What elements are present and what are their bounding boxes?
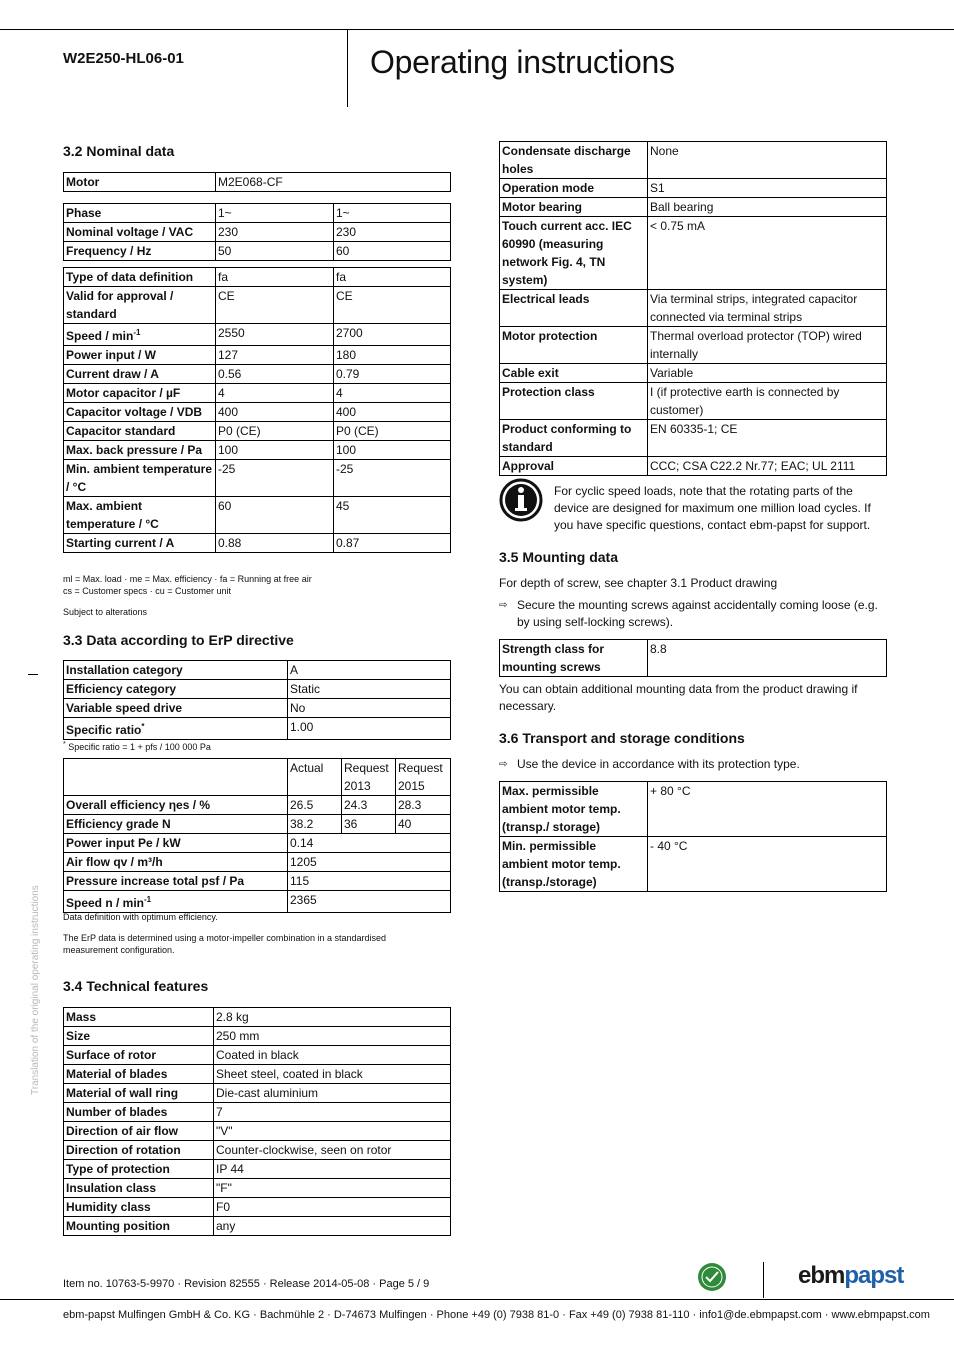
- table-value: fa: [216, 268, 334, 287]
- table-key: Speed / $\min^{-1}$: [64, 324, 216, 346]
- section-heading-transport: 3.6 Transport and storage conditions: [499, 730, 745, 746]
- table-value: 4: [334, 384, 451, 403]
- table-row: [64, 699, 451, 718]
- info-icon: [499, 478, 543, 522]
- table-value: 100: [334, 441, 451, 460]
- table-key: Max. permissible ambient motor temp. (transp./ storage): [500, 782, 648, 837]
- table-key: Starting current / A: [64, 534, 216, 553]
- table-value: 1~: [216, 204, 334, 223]
- table-value: 0.56: [216, 365, 334, 384]
- table-key: Type of protection: [64, 1160, 214, 1179]
- table-row: [500, 837, 887, 892]
- table-row: [64, 796, 451, 815]
- table-key: Protection class: [500, 383, 648, 420]
- asterisk: *: [141, 722, 145, 731]
- mounting-paragraph-2: You can obtain additional mounting data from the product drawing if necessary.: [499, 682, 858, 713]
- table-row: [64, 718, 451, 740]
- table-row: [64, 853, 451, 872]
- table-value: Via terminal strips, integrated capacitor connected via terminal strips: [648, 290, 887, 327]
- table-key: Specific ratio*: [64, 718, 288, 740]
- table-key: Number of blades: [64, 1103, 214, 1122]
- table-key: Motor protection: [500, 327, 648, 364]
- table-key: Strength class for mounting screws: [500, 640, 648, 677]
- side-translation-note: Translation of the original operating instructions: [30, 885, 41, 1095]
- table-value: Ball bearing: [648, 198, 887, 217]
- table-value: 1205: [288, 853, 451, 872]
- table-row: [64, 242, 451, 261]
- table-value: 2365: [288, 891, 451, 913]
- table-row: [64, 173, 451, 192]
- table-row: [64, 1103, 451, 1122]
- table-key: Power input / W: [64, 346, 216, 365]
- table-row: [64, 223, 451, 242]
- table-row: [64, 1160, 451, 1179]
- table-value: 127: [216, 346, 334, 365]
- table-value: IP 44: [214, 1160, 451, 1179]
- table-value: No: [288, 699, 451, 718]
- nominal-table-b: [63, 267, 451, 553]
- table-key: Motor capacitor / µF: [64, 384, 216, 403]
- table-row: [64, 1084, 451, 1103]
- table-value: 24.3: [342, 796, 396, 815]
- nominal-note-2: cs = Customer specs · cu = Customer unit: [63, 586, 232, 596]
- table-value: 36: [342, 815, 396, 834]
- table-key: Pressure increase total psf / Pa: [64, 872, 288, 891]
- table-value: 1.00: [288, 718, 451, 740]
- table-value: - 40 °C: [648, 837, 887, 892]
- table-value: -25: [334, 460, 451, 497]
- table-key: Max. ambient temperature / °C: [64, 497, 216, 534]
- section-heading-mounting-data: 3.5 Mounting data: [499, 549, 618, 565]
- table-key: Efficiency category: [64, 680, 288, 699]
- table-row: [64, 534, 451, 553]
- table-header: Actual: [288, 759, 342, 796]
- table-value: "V": [214, 1122, 451, 1141]
- table-value: 60: [216, 497, 334, 534]
- table-key: Min. ambient temperature / °C: [64, 460, 216, 497]
- table-row: [500, 179, 887, 198]
- table-row: [500, 364, 887, 383]
- page-title: Operating instructions: [370, 44, 675, 80]
- table-row: [500, 640, 887, 677]
- table-value: Variable: [648, 364, 887, 383]
- right-features-table: [499, 141, 887, 476]
- table-row: [64, 661, 451, 680]
- table-row: [64, 497, 451, 534]
- table-value: 40: [396, 815, 451, 834]
- table-row: [64, 834, 451, 853]
- table-row: [64, 1217, 451, 1236]
- table-value: 0.14: [288, 834, 451, 853]
- table-value: 26.5: [288, 796, 342, 815]
- table-key: Humidity class: [64, 1198, 214, 1217]
- unit-superscript: -1: [133, 328, 141, 337]
- info-text: For cyclic speed loads, note that the rotating parts of the device are designed for maximum one million load cycles. If you have specific questions, contact ebm-papst for support.: [554, 484, 871, 532]
- table-key: Product conforming to standard: [500, 420, 648, 457]
- table-header-row: [64, 759, 451, 796]
- table-value: Thermal overload protector (TOP) wired internally: [648, 327, 887, 364]
- header-divider: [347, 29, 348, 107]
- footer-rule: [0, 1299, 954, 1300]
- table-row: [500, 198, 887, 217]
- specific-ratio-note: [63, 739, 211, 753]
- table-key: Touch current acc. IEC 60990 (measuring network Fig. 4, TN system): [500, 217, 648, 290]
- table-value: I (if protective earth is connected by customer): [648, 383, 887, 420]
- footer-item-info: Item no. 10763-5-9970 · Revision 82555 · Release 2014-05-08 · Page 5 / 9: [63, 1278, 430, 1290]
- table-value: 2700: [334, 324, 451, 346]
- table-value: any: [214, 1217, 451, 1236]
- table-key: Current draw / A: [64, 365, 216, 384]
- table-header-blank: [64, 759, 288, 796]
- transport-bullet: [499, 756, 889, 773]
- table-key: Air flow qv / m³/h: [64, 853, 288, 872]
- table-value: 45: [334, 497, 451, 534]
- table-key: Direction of air flow: [64, 1122, 214, 1141]
- table-value: 2.8 kg: [214, 1008, 451, 1027]
- table-value: EN 60335-1; CE: [648, 420, 887, 457]
- table-value: 180: [334, 346, 451, 365]
- mounting-paragraph-1: For depth of screw, see chapter 3.1 Product drawing: [499, 576, 778, 590]
- efficiency-table: [63, 758, 451, 913]
- table-key: Motor: [64, 173, 216, 192]
- table-key: Max. back pressure / Pa: [64, 441, 216, 460]
- mounting-bullet-text: Secure the mounting screws against accidentally coming loose (e.g. by using self-locking screws).: [517, 598, 878, 629]
- footer-address: ebm-papst Mulfingen GmbH & Co. KG · Bachmühle 2 · D-74673 Mulfingen · Phone +49 (0) 7938 81-0 · Fax +49 (0) 7938 81-110 · info1@de.ebmpapst.com · www.ebmpapst.com: [63, 1309, 930, 1321]
- table-header: Request 2015: [396, 759, 451, 796]
- table-value: "F": [214, 1179, 451, 1198]
- table-header: Request 2013: [342, 759, 396, 796]
- transport-table: [499, 781, 887, 892]
- erp-table: [63, 660, 451, 740]
- motor-table: [63, 172, 451, 192]
- table-value: fa: [334, 268, 451, 287]
- table-key: Speed n / $\min^{-1}$: [64, 891, 288, 913]
- table-row: [64, 346, 451, 365]
- table-key: Electrical leads: [500, 290, 648, 327]
- table-key: Size: [64, 1027, 214, 1046]
- section-heading-erp: 3.3 Data according to ErP directive: [63, 632, 294, 648]
- logo-part-ebm: ebm: [798, 1262, 845, 1289]
- table-row: [500, 383, 887, 420]
- table-value: F0: [214, 1198, 451, 1217]
- nominal-note-1: ml = Max. load · me = Max. efficiency · fa = Running at free air: [63, 574, 312, 584]
- table-row: [64, 324, 451, 346]
- table-key: Overall efficiency ηes / %: [64, 796, 288, 815]
- logo-part-papst: papst: [844, 1262, 904, 1289]
- table-value: S1: [648, 179, 887, 198]
- table-row: [64, 422, 451, 441]
- table-value: P0 (CE): [334, 422, 451, 441]
- table-key: Valid for approval / standard: [64, 287, 216, 324]
- table-row: [64, 441, 451, 460]
- table-key: Variable speed drive: [64, 699, 288, 718]
- table-row: [64, 1198, 451, 1217]
- table-key: Direction of rotation: [64, 1141, 214, 1160]
- table-value: 8.8: [648, 640, 887, 677]
- technical-features-table: [63, 1007, 451, 1236]
- ratio-note-text: Specific ratio = 1 + pfs / 100 000 Pa: [68, 742, 211, 752]
- green-tech-badge-icon: [697, 1262, 727, 1292]
- header-top-rule: [0, 29, 954, 30]
- table-key: Material of blades: [64, 1065, 214, 1084]
- table-value: CCC; CSA C22.2 Nr.77; EAC; UL 2111: [648, 457, 887, 476]
- mounting-bullet: [499, 597, 889, 631]
- arrow-right-icon: ⇨: [499, 600, 508, 611]
- asterisk: *: [63, 741, 66, 748]
- table-row: [64, 1027, 451, 1046]
- table-value: 7: [214, 1103, 451, 1122]
- table-value: < 0.75 mA: [648, 217, 887, 290]
- table-key: Frequency / Hz: [64, 242, 216, 261]
- table-value: Die-cast aluminium: [214, 1084, 451, 1103]
- table-value: 230: [216, 223, 334, 242]
- table-row: [64, 287, 451, 324]
- table-row: [64, 403, 451, 422]
- erp-note-1: Data definition with optimum efficiency.: [63, 912, 218, 922]
- table-value: Sheet steel, coated in black: [214, 1065, 451, 1084]
- table-row: [500, 217, 887, 290]
- nominal-table-a: [63, 203, 451, 261]
- table-value: 0.87: [334, 534, 451, 553]
- table-key: Material of wall ring: [64, 1084, 214, 1103]
- table-value: CE: [216, 287, 334, 324]
- table-key: Mass: [64, 1008, 214, 1027]
- table-row: [64, 1065, 451, 1084]
- table-row: [500, 327, 887, 364]
- arrow-right-icon: ⇨: [499, 759, 508, 770]
- model-number: W2E250-HL06-01: [63, 50, 184, 67]
- table-row: [64, 268, 451, 287]
- table-value: 60: [334, 242, 451, 261]
- table-row: [64, 1122, 451, 1141]
- transport-bullet-text: Use the device in accordance with its protection type.: [517, 757, 800, 771]
- table-row: [64, 1179, 451, 1198]
- erp-note-2: The ErP data is determined using a motor-impeller combination in a standardised measurement configuration.: [63, 933, 387, 955]
- table-key: Installation category: [64, 661, 288, 680]
- table-key: Motor bearing: [500, 198, 648, 217]
- nominal-note-3: Subject to alterations: [63, 607, 148, 617]
- table-row: [64, 680, 451, 699]
- table-value: -25: [216, 460, 334, 497]
- table-value: 1~: [334, 204, 451, 223]
- table-row: [64, 204, 451, 223]
- table-value: 230: [334, 223, 451, 242]
- section-heading-technical-features: 3.4 Technical features: [63, 978, 209, 994]
- table-key: Surface of rotor: [64, 1046, 214, 1065]
- table-key: Operation mode: [500, 179, 648, 198]
- table-row: [64, 815, 451, 834]
- table-value: 2550: [216, 324, 334, 346]
- table-value: 400: [216, 403, 334, 422]
- table-value: 28.3: [396, 796, 451, 815]
- table-value: Counter-clockwise, seen on rotor: [214, 1141, 451, 1160]
- table-value: 0.88: [216, 534, 334, 553]
- table-key: Approval: [500, 457, 648, 476]
- table-row: [64, 891, 451, 913]
- ebmpapst-logo: [798, 1262, 903, 1290]
- table-value: + 80 °C: [648, 782, 887, 837]
- margin-tick: [28, 674, 38, 675]
- table-key: Insulation class: [64, 1179, 214, 1198]
- table-row: [64, 1141, 451, 1160]
- table-row: [500, 782, 887, 837]
- table-key: Capacitor standard: [64, 422, 216, 441]
- table-value: Coated in black: [214, 1046, 451, 1065]
- table-value: 0.79: [334, 365, 451, 384]
- table-key: Condensate discharge holes: [500, 142, 648, 179]
- table-row: [500, 457, 887, 476]
- section-heading-nominal-data: 3.2 Nominal data: [63, 143, 175, 159]
- table-key: Nominal voltage / VAC: [64, 223, 216, 242]
- table-row: [64, 1008, 451, 1027]
- table-row: [500, 142, 887, 179]
- table-value: Static: [288, 680, 451, 699]
- table-value: P0 (CE): [216, 422, 334, 441]
- mounting-table: [499, 639, 887, 677]
- table-key: Type of data definition: [64, 268, 216, 287]
- table-row: [64, 460, 451, 497]
- table-value: 50: [216, 242, 334, 261]
- footer-divider: [763, 1262, 764, 1298]
- table-key: Phase: [64, 204, 216, 223]
- table-row: [500, 290, 887, 327]
- table-value: 115: [288, 872, 451, 891]
- table-value: CE: [334, 287, 451, 324]
- table-row: [64, 1046, 451, 1065]
- table-row: [64, 365, 451, 384]
- table-value: 100: [216, 441, 334, 460]
- table-row: [500, 420, 887, 457]
- table-key: Power input Pe / kW: [64, 834, 288, 853]
- table-value: 4: [216, 384, 334, 403]
- table-value: M2E068-CF: [216, 173, 451, 192]
- table-key: Mounting position: [64, 1217, 214, 1236]
- table-value: 400: [334, 403, 451, 422]
- table-value: A: [288, 661, 451, 680]
- table-key: Cable exit: [500, 364, 648, 383]
- table-row: [64, 384, 451, 403]
- table-key: Capacitor voltage / VDB: [64, 403, 216, 422]
- unit-superscript: -1: [144, 895, 152, 904]
- table-key: Min. permissible ambient motor temp. (transp./storage): [500, 837, 648, 892]
- table-value: 38.2: [288, 815, 342, 834]
- table-value: None: [648, 142, 887, 179]
- table-value: 250 mm: [214, 1027, 451, 1046]
- table-row: [64, 872, 451, 891]
- table-key: Efficiency grade N: [64, 815, 288, 834]
